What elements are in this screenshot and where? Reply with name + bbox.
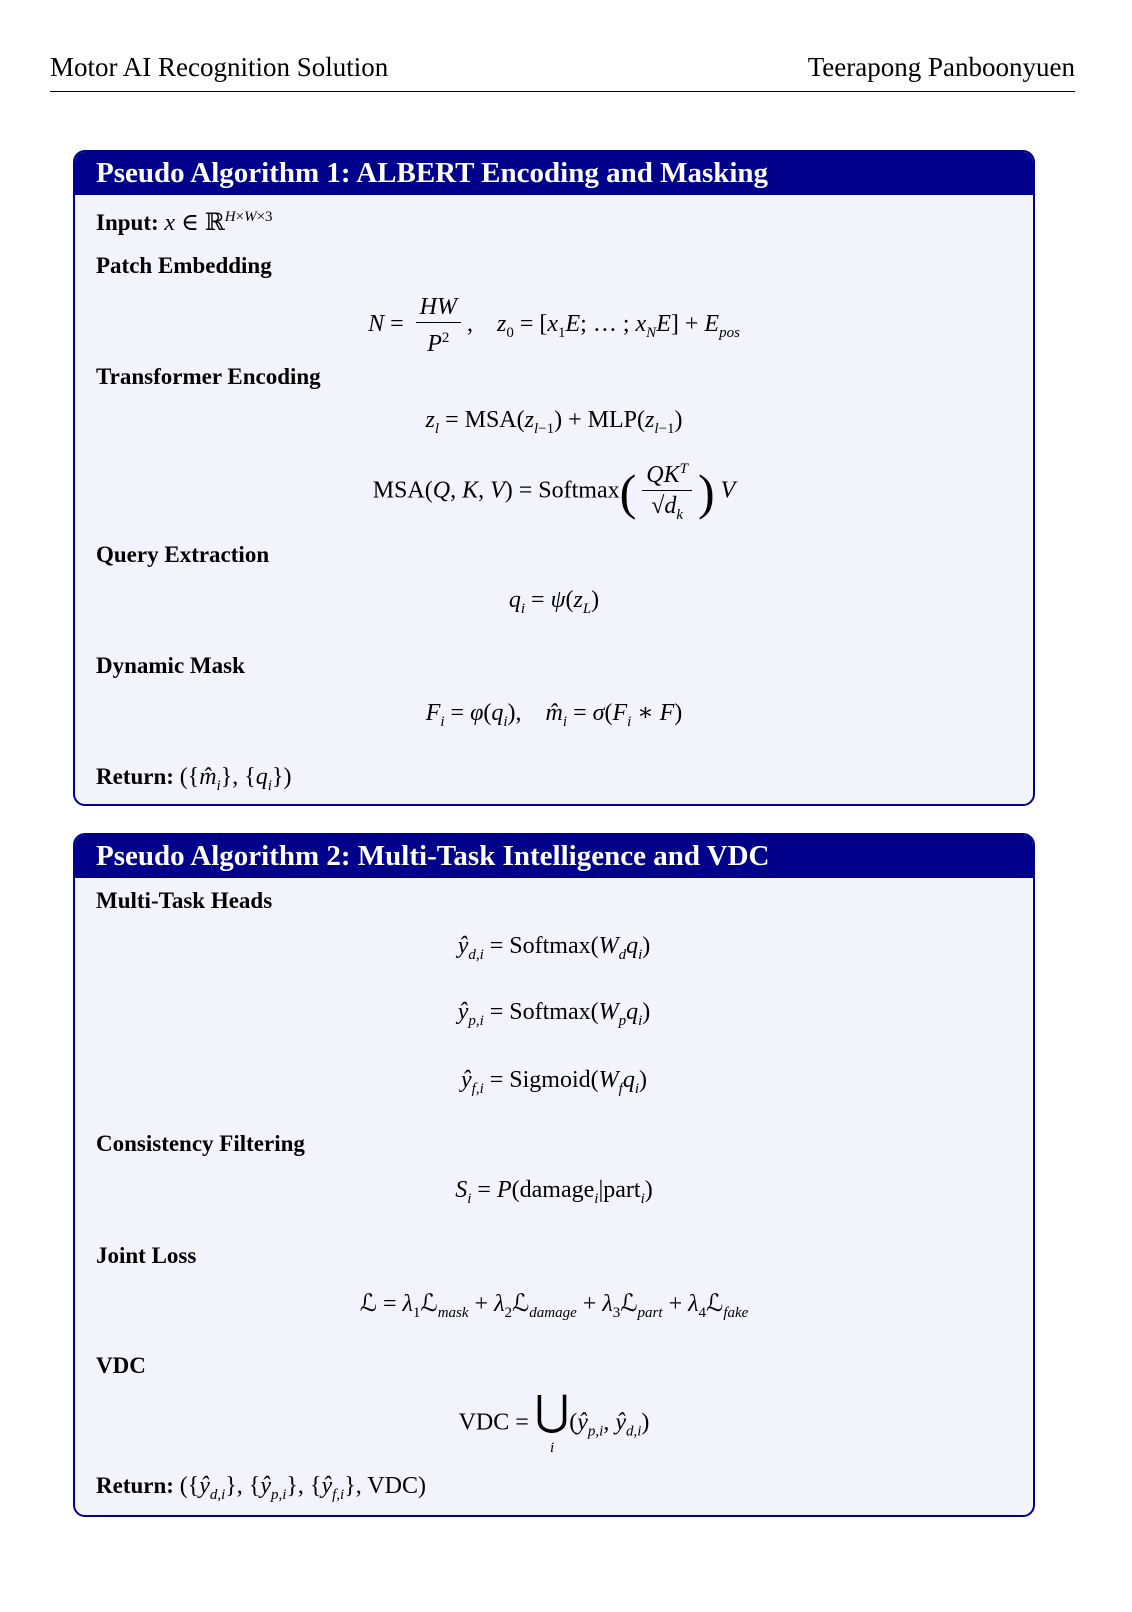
consistency-filtering-label: Consistency Filtering: [96, 1131, 305, 1156]
header-rule: [50, 91, 1075, 92]
running-header-title: Motor AI Recognition Solution: [50, 52, 389, 82]
return-line-1: [96, 764, 291, 795]
dynamic-mask-label: Dynamic Mask: [96, 653, 245, 678]
transformer-equation-2: MSA(Q, K, V) = Softmax( $\frac{QK^T}{√d_k}$ ) V: [75, 454, 1033, 530]
algorithm-2-box: [73, 833, 1035, 1517]
input-expression: x ∈ ℝ$^{H\times W\times 3}$: [164, 209, 273, 236]
return-label-1: Return:: [96, 764, 174, 789]
multi-task-heads-label: Multi-Task Heads: [96, 888, 273, 913]
joint-loss-label: Joint Loss: [96, 1243, 197, 1268]
vdc-label: VDC: [96, 1353, 146, 1378]
running-header-author: Teerapong Panboonyuen: [807, 52, 1075, 82]
return-expression-1: ($\{m̂_i\}$, $\{q_i\}$): [179, 764, 292, 794]
patch-embedding-label: Patch Embedding: [96, 253, 272, 278]
query-equation: $q_i = \psi(z_L)$: [508, 587, 600, 617]
dynamic-mask-equation: $F_i = \varphi(q_i)$, $m̂_i = \sigma(F_i$ ∗ F): [425, 700, 683, 730]
input-label: Input:: [96, 210, 159, 235]
return-expression-2: ($\{ŷ_{d,i}\}$, $\{ŷ_{p,i}\}$, $\{ŷ_{f,i}\}$, VDC): [179, 1473, 426, 1503]
joint-loss-equation: ℒ = $\lambda_1ℒ_{mask}$ + $\lambda_2ℒ_{damage}$ + $\lambda_3ℒ_{part}$ + $\lambda_4ℒ_{fake}$: [359, 1291, 749, 1321]
heads-equation-2: $ŷ_{p,i}$ = $Softmax(W_pq_i)$: [457, 999, 651, 1029]
consistency-equation: $S_i$ = P(damage$_i$|part$_i$): [455, 1177, 653, 1207]
algorithm-1-title: Pseudo Algorithm 1: ALBERT Encoding and Masking: [75, 152, 1033, 195]
vdc-equation: VDC = ⋃ $i(ŷ_{p,i}$, $ŷ_{d,i}$): [458, 1389, 650, 1456]
heads-equation-3: $ŷ_{f,i}$ = $Sigmoid(W_fq_i)$: [461, 1067, 647, 1097]
algorithm-2-title: Pseudo Algorithm 2: Multi-Task Intelligence and VDC: [75, 835, 1033, 878]
return-line-2: [96, 1473, 426, 1504]
heads-equation-1: $ŷ_{d,i}$ = $Softmax(W_dq_i)$: [457, 933, 651, 963]
transformer-equation-1: $z_l = MSA(z_{l-1}) + MLP(z_{l-1})$: [425, 407, 683, 437]
input-line: [96, 208, 273, 237]
algorithm-1-box: [73, 150, 1035, 806]
patch-embedding-equation: N = $\frac{HW}{P^2}$ , $z_0 = [x_1E$; … ; $x_NE] + E_{pos}$: [368, 294, 740, 357]
transformer-encoding-label: Transformer Encoding: [96, 364, 321, 389]
query-extraction-label: Query Extraction: [96, 542, 270, 567]
return-label-2: Return:: [96, 1473, 174, 1498]
